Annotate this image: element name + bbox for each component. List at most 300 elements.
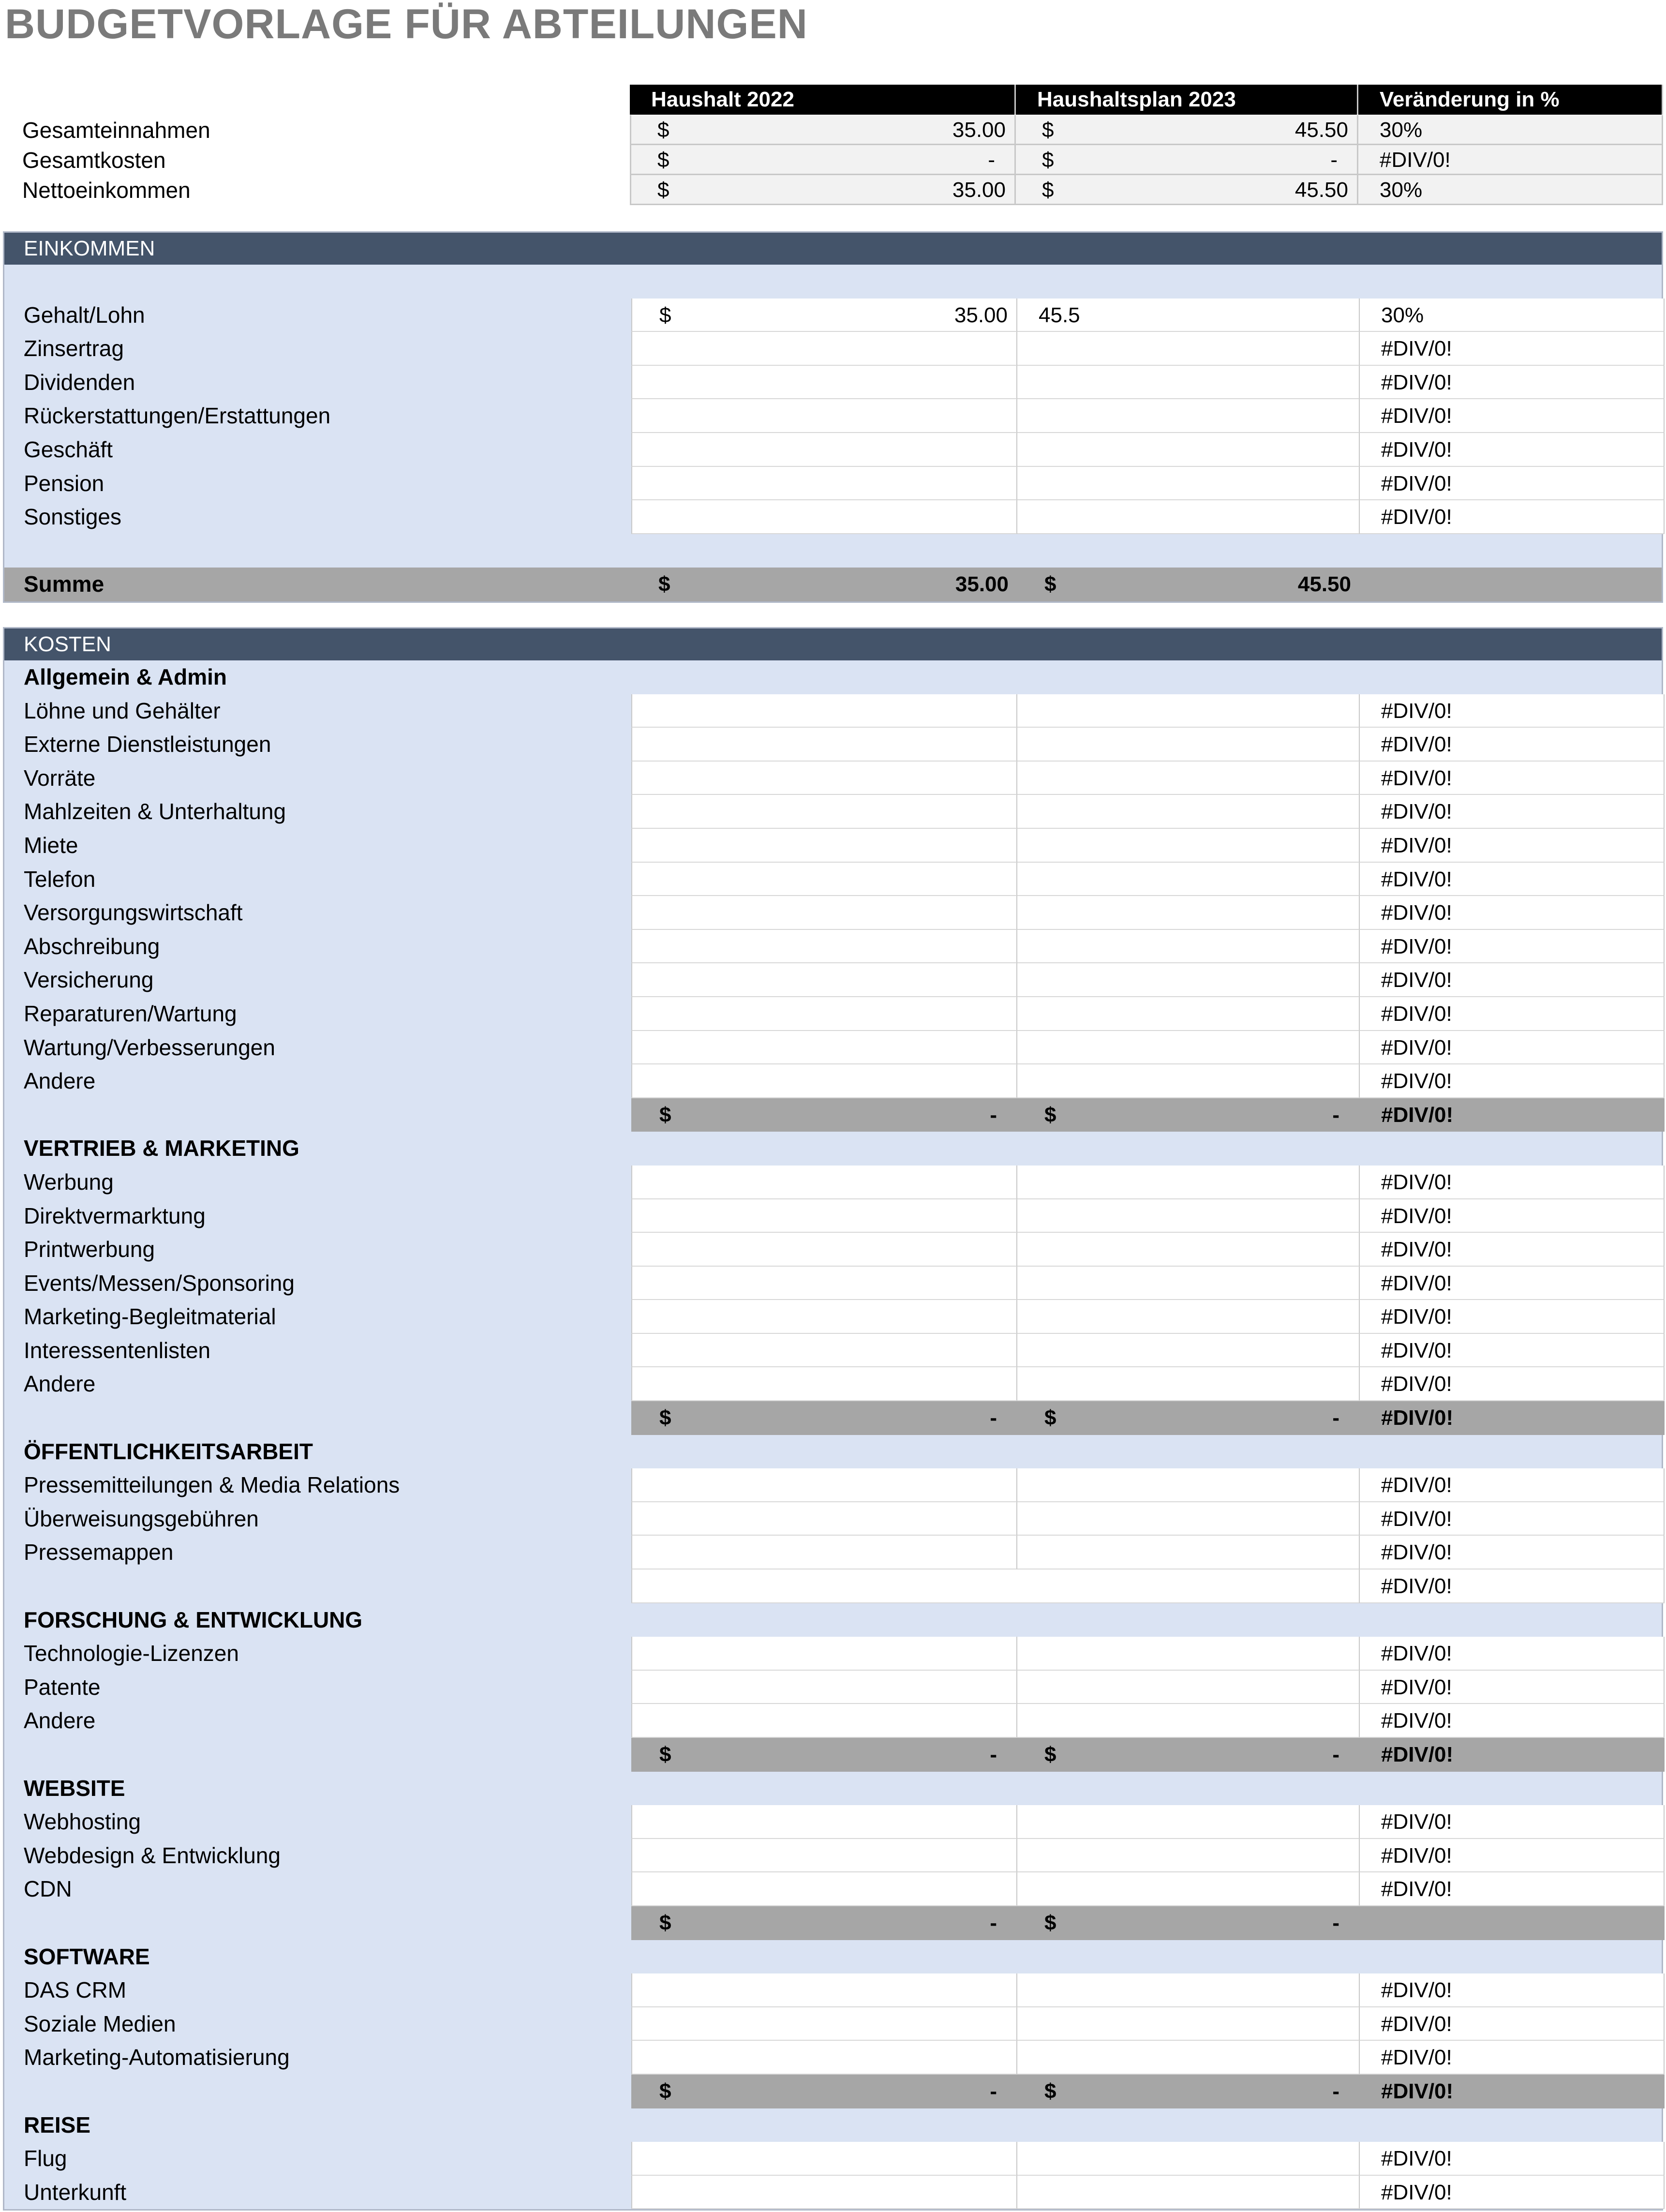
percent-value: #DIV/0! [1381,337,1452,361]
amount: 35.00 [952,118,1006,142]
currency-symbol: $ [1044,2079,1056,2103]
cost-cell-2022[interactable] [631,863,1017,897]
cost-row-label: Versorgungswirtschaft [24,900,243,926]
cost-cell-2023[interactable] [1017,1334,1360,1368]
summary-cell-change[interactable] [1358,175,1663,205]
cost-row [4,997,1662,1031]
cost-cell-2022[interactable] [631,795,1017,829]
amount: - [990,1911,997,1935]
currency-symbol: $ [657,118,669,142]
income-total-2022[interactable] [631,568,1017,601]
cost-row-label: Pressemitteilungen & Media Relations [24,1472,400,1498]
cost-row-label: Andere [24,1371,96,1397]
amount: 45.50 [1294,118,1348,142]
cost-cell-change[interactable] [1360,2007,1665,2041]
percent-value: #DIV/0! [1381,934,1452,958]
cost-row-label: Unterkunft [24,2179,127,2205]
income-cell-2023[interactable] [1017,299,1360,332]
cost-cell-2022[interactable] [631,1872,1017,1906]
cost-row-label: Externe Dienstleistungen [24,732,271,757]
cost-cell-2022[interactable] [631,2142,1017,2176]
cost-cell-change[interactable] [1360,2142,1665,2176]
summary-row-label: Nettoeinkommen [22,178,191,203]
cost-cell-2023[interactable] [1017,1064,1360,1098]
cost-total-2022[interactable] [631,1906,1017,1940]
percent-value: #DIV/0! [1381,1204,1452,1228]
cost-cell-2022[interactable] [631,1300,1017,1334]
costs-header: KOSTEN [4,628,1662,660]
percent-value: #DIV/0! [1381,699,1452,723]
cost-total-2023[interactable] [1017,1738,1360,1772]
page-title: BUDGETVORLAGE FÜR ABTEILUNGEN [5,1,808,47]
cost-cell-2023[interactable] [1017,762,1360,795]
cost-group-title-row [4,1132,1662,1166]
cost-total-2022[interactable] [631,2075,1017,2108]
cost-cell-2023[interactable] [1017,1468,1360,1502]
cost-total-2023[interactable] [1017,1401,1360,1435]
cost-cell-2023[interactable] [1017,2142,1360,2176]
cost-cell-2023[interactable] [1017,1973,1360,2007]
percent-value: #DIV/0! [1381,2046,1452,2070]
cost-cell-2022[interactable] [631,2007,1017,2041]
cost-group-title: WEBSITE [24,1775,125,1801]
amount: 45.50 [1294,178,1348,202]
income-cell-2022[interactable] [631,467,1017,501]
cost-row [4,728,1662,762]
percent-value: 30% [1381,303,1424,327]
cost-cell-change[interactable] [1360,997,1665,1031]
cost-cell-2023[interactable] [1017,1872,1360,1906]
amount: 35.00 [954,303,1008,327]
percent-value: #DIV/0! [1381,1170,1452,1194]
income-cell-2022[interactable] [631,299,1017,332]
cost-cell-2023[interactable] [1017,1267,1360,1300]
cost-row [4,795,1662,829]
amount: 45.50 [1297,572,1351,597]
summary-cell-change[interactable] [1358,145,1663,175]
cost-row-label: Webdesign & Entwicklung [24,1842,281,1868]
income-row-label: Sonstiges [24,504,122,530]
income-total-label: Summe [24,571,104,597]
header-label: Veränderung in % [1380,88,1560,111]
cost-row [4,1064,1662,1098]
cost-cell-change[interactable] [1360,728,1665,762]
percent-value: #DIV/0! [1380,148,1451,172]
currency-symbol: $ [1044,572,1056,597]
income-cell-2022[interactable] [631,332,1017,366]
cost-row-label: Andere [24,1708,96,1734]
percent-value: #DIV/0! [1381,404,1452,428]
cost-cell-2022[interactable] [631,728,1017,762]
cost-cell-2023[interactable] [1017,1233,1360,1267]
cost-cell-change[interactable] [1360,1031,1665,1065]
cost-cell-change[interactable] [1360,1839,1665,1873]
cost-cell-change[interactable] [1360,1300,1665,1334]
cost-cell-2022[interactable] [631,930,1017,964]
cost-cell-2022[interactable] [631,1468,1017,1502]
cost-cell-change[interactable] [1360,1671,1665,1704]
cost-cell-change[interactable] [1360,1199,1665,1233]
income-row-label: Pension [24,470,104,496]
costs-section [3,627,1663,2211]
cost-cell-change[interactable] [1360,1704,1665,1738]
cost-cell-change[interactable] [1360,762,1665,795]
income-cell-change[interactable] [1360,299,1665,332]
percent-value: #DIV/0! [1381,1574,1452,1599]
percent-value: 30% [1380,178,1423,202]
cost-row [4,829,1662,863]
cost-cell-2022[interactable] [631,1839,1017,1873]
cost-cell-2023[interactable] [1017,963,1360,997]
cost-cell-2023[interactable] [1017,694,1360,728]
percent-value: #DIV/0! [1381,732,1452,757]
header-change-pct[interactable] [1358,85,1663,115]
header-label: Haushaltsplan 2023 [1037,88,1236,111]
income-row [4,399,1662,433]
cost-cell-2022[interactable] [631,1031,1017,1065]
cost-cell-2022[interactable] [631,1536,1017,1569]
income-section [3,231,1663,603]
income-row [4,299,1662,332]
cost-row [4,694,1662,728]
cost-row-label: Überweisungsgebühren [24,1506,259,1531]
cost-row-label: Technologie-Lizenzen [24,1641,239,1666]
cost-cell-2023[interactable] [1017,1199,1360,1233]
income-cell-2022[interactable] [631,433,1017,467]
cost-row [4,1536,1662,1569]
cost-row-label: Versicherung [24,967,154,993]
cost-row-label: Pressemappen [24,1539,174,1565]
cost-row-label: Reparaturen/Wartung [24,1001,237,1026]
percent-value: #DIV/0! [1381,2012,1452,2036]
cost-cell-2023[interactable] [1017,2176,1360,2210]
cost-cell-change[interactable] [1360,1872,1665,1906]
cost-cell-change[interactable] [1360,1367,1665,1401]
cost-total-change[interactable] [1360,1401,1665,1435]
income-cell-2023[interactable] [1017,500,1360,534]
cost-cell-2022[interactable] [631,1973,1017,2007]
percent-value: #DIV/0! [1381,1810,1452,1834]
percent-value: #DIV/0! [1381,1372,1452,1396]
cost-cell-2022[interactable] [631,1502,1017,1536]
percent-value: #DIV/0! [1381,1978,1452,2003]
cost-row [4,1805,1662,1839]
cost-total-2023[interactable] [1017,1098,1360,1132]
cost-cell-change[interactable] [1360,1973,1665,2007]
cost-total-change[interactable] [1360,1738,1665,1772]
income-total-2023[interactable] [1017,568,1360,601]
currency-symbol: $ [659,1406,671,1430]
cost-cell-2022[interactable] [631,829,1017,863]
cost-cell-change[interactable] [1360,2176,1665,2210]
summary-cell-change[interactable] [1358,115,1663,145]
income-cell-2022[interactable] [631,399,1017,433]
cost-cell-2022[interactable] [631,1671,1017,1704]
income-cell-change[interactable] [1360,500,1665,534]
cost-cell-2022[interactable] [631,1199,1017,1233]
cost-row [4,2007,1662,2041]
summary-cell-2022[interactable] [630,175,1016,205]
summary-cell-2023[interactable] [1016,175,1358,205]
cost-cell-change[interactable] [1360,1267,1665,1300]
cost-cell-change[interactable] [1360,1805,1665,1839]
income-cell-change[interactable] [1360,399,1665,433]
summary-row-label: Gesamteinnahmen [22,118,210,143]
cost-cell-2023[interactable] [1017,896,1360,930]
cost-cell-change[interactable] [1360,1637,1665,1671]
summary-cell-2023[interactable] [1016,145,1358,175]
income-cell-change[interactable] [1360,433,1665,467]
cost-row-label: Printwerbung [24,1237,155,1262]
currency-symbol: $ [659,1743,671,1766]
cost-cell-2023[interactable] [1017,1166,1360,1199]
cost-total-change[interactable] [1360,1906,1665,1940]
cost-row [4,1468,1662,1502]
cost-cell-2023[interactable] [1017,1367,1360,1401]
cost-group-title-row [4,1772,1662,1806]
summary-row [0,115,1666,145]
currency-symbol: $ [657,148,669,172]
percent-value: #DIV/0! [1381,1035,1452,1060]
cost-row-label: Mahlzeiten & Unterhaltung [24,799,286,824]
cost-cell-2022[interactable] [631,762,1017,795]
income-cell-2023[interactable] [1017,467,1360,501]
cost-cell-2023[interactable] [1017,997,1360,1031]
cost-row-label: Soziale Medien [24,2011,176,2036]
cost-cell-2022[interactable] [631,1704,1017,1738]
cost-cell-2022[interactable] [631,963,1017,997]
cost-cell-2023[interactable] [1017,2041,1360,2075]
percent-value: #DIV/0! [1381,505,1452,529]
cost-row [4,2041,1662,2075]
cost-group-title-row [4,1940,1662,1974]
income-row-label: Gehalt/Lohn [24,302,145,328]
cost-cell-change[interactable] [1360,2041,1665,2075]
cost-cell-change[interactable] [1360,863,1665,897]
cost-total-change[interactable] [1360,2075,1665,2108]
currency-symbol: $ [1044,1743,1056,1766]
cost-total-2022[interactable] [631,1738,1017,1772]
amount: - [990,1103,997,1127]
cost-cell-2022[interactable] [631,1166,1017,1199]
income-row [4,332,1662,366]
currency-symbol: $ [659,1911,671,1935]
cost-row-label: Direktvermarktung [24,1203,206,1228]
amount: 35.00 [955,572,1009,597]
cost-cell-change[interactable] [1360,1233,1665,1267]
cost-cell-change[interactable] [1360,930,1665,964]
income-cell-2023[interactable] [1017,332,1360,366]
percent-value: #DIV/0! [1381,1238,1452,1262]
cost-cell-2022[interactable] [631,1064,1017,1098]
cost-total-2023[interactable] [1017,2075,1360,2108]
currency-symbol: $ [1042,118,1054,142]
percent-value: #DIV/0! [1381,1473,1452,1497]
percent-value: #DIV/0! [1381,800,1452,824]
cost-group-total-row [4,1098,1662,1132]
summary-cell-2022[interactable] [630,115,1016,145]
income-row-label: Rückerstattungen/Erstattungen [24,403,331,429]
cost-cell-change[interactable] [1360,1334,1665,1368]
cost-cell-2022[interactable] [631,1805,1017,1839]
percent-value: #DIV/0! [1381,1338,1452,1362]
cost-cell-2022[interactable] [631,1367,1017,1401]
income-cell-2023[interactable] [1017,399,1360,433]
cost-total-change[interactable] [1360,1098,1665,1132]
percent-value: #DIV/0! [1381,1069,1452,1093]
cost-row [4,1031,1662,1065]
income-cell-change[interactable] [1360,366,1665,400]
cost-row-label: Events/Messen/Sponsoring [24,1270,295,1296]
currency-symbol: $ [659,1103,671,1127]
spacer-row [4,534,1662,568]
header-budget-2022[interactable] [630,85,1016,115]
cost-row [4,762,1662,795]
percent-value: #DIV/0! [1381,1743,1454,1766]
percent-value: #DIV/0! [1381,2180,1452,2204]
cost-row-label: Abschreibung [24,933,160,959]
currency-symbol: $ [1044,1911,1056,1935]
cost-cell-2023[interactable] [1017,1536,1360,1569]
cost-group-total-row [4,1906,1662,1940]
percent-value: #DIV/0! [1381,1103,1454,1127]
currency-symbol: $ [1042,178,1054,202]
cost-row [4,1367,1662,1401]
header-label: Haushalt 2022 [651,88,794,111]
amount: - [990,1743,997,1766]
cost-cell-change[interactable] [1360,896,1665,930]
cost-cell-2023[interactable] [1017,1637,1360,1671]
cost-cell-2022[interactable] [631,694,1017,728]
cost-cell-2022[interactable] [631,997,1017,1031]
cost-cell-2022[interactable] [631,896,1017,930]
cost-total-change[interactable] [1360,1569,1665,1603]
cost-cell-2022[interactable] [631,1334,1017,1368]
amount: - [1332,1743,1339,1766]
percent-value: #DIV/0! [1381,766,1452,790]
amount: 35.00 [952,178,1006,202]
income-row [4,433,1662,467]
amount: - [990,2079,997,2103]
cost-row [4,963,1662,997]
cost-cell-2022[interactable] [631,2041,1017,2075]
cost-group-title: REISE [24,2112,91,2137]
percent-value: #DIV/0! [1381,437,1452,462]
percent-value: #DIV/0! [1381,1305,1452,1329]
summary-row-label: Gesamtkosten [22,148,166,173]
summary-row [0,145,1666,175]
cost-cell-2023[interactable] [1017,1300,1360,1334]
header-plan-2023[interactable] [1016,85,1358,115]
cost-cell-change[interactable] [1360,694,1665,728]
cost-row-label: Webhosting [24,1809,141,1835]
cost-cell-change[interactable] [1360,1166,1665,1199]
cost-cell-change[interactable] [1360,1468,1665,1502]
cost-cell-2022[interactable] [631,1233,1017,1267]
cost-group-title: Allgemein & Admin [24,664,227,689]
cost-cell-2023[interactable] [1017,930,1360,964]
cost-cell-2023[interactable] [1017,1502,1360,1536]
income-row [4,467,1662,501]
cost-cell-change[interactable] [1360,1502,1665,1536]
cost-group-title-row [4,1603,1662,1637]
cost-group-total-row [4,2075,1662,2108]
cost-row-label: Werbung [24,1169,114,1195]
cost-cell-2023[interactable] [1017,795,1360,829]
cost-row-label: Vorräte [24,765,96,791]
cost-total-2022[interactable] [631,1098,1017,1132]
summary-row [0,175,1666,205]
cost-group-title: SOFTWARE [24,1943,150,1969]
cost-cell-2022[interactable] [631,1637,1017,1671]
cost-cell-2023[interactable] [1017,863,1360,897]
cost-row [4,2176,1662,2210]
income-cell-2022[interactable] [631,366,1017,400]
income-cell-2023[interactable] [1017,366,1360,400]
cost-cell-change[interactable] [1360,963,1665,997]
currency-symbol: $ [657,178,669,202]
currency-symbol: $ [1042,148,1054,172]
cost-cell-2022[interactable] [631,1267,1017,1300]
currency-symbol: $ [1044,1406,1056,1430]
cost-cell-2023[interactable] [1017,829,1360,863]
cost-group-title-row [4,660,1662,694]
cost-cell-change[interactable] [1360,829,1665,863]
cost-row [4,1267,1662,1300]
income-cell-change[interactable] [1360,467,1665,501]
amount: 45.5 [1039,303,1080,327]
cost-cell-change[interactable] [1360,1536,1665,1569]
amount: - [1332,1911,1339,1935]
percent-value: #DIV/0! [1381,1406,1454,1430]
cost-cell-2023[interactable] [1017,1671,1360,1704]
summary-cell-2023[interactable] [1016,115,1358,145]
cost-row [4,1872,1662,1906]
cost-row [4,1502,1662,1536]
cost-row-label: DAS CRM [24,1977,127,2003]
cost-row-label: Marketing-Automatisierung [24,2045,290,2070]
income-cell-2023[interactable] [1017,433,1360,467]
cost-cell-2023[interactable] [1017,1805,1360,1839]
cost-cell-2022[interactable] [631,2176,1017,2210]
cost-cell-2023[interactable] [1017,1031,1360,1065]
cost-row [4,1334,1662,1368]
cost-row [4,1973,1662,2007]
summary-cell-2022[interactable] [630,145,1016,175]
cost-total-2023[interactable] [1017,1906,1360,1940]
income-cell-change[interactable] [1360,332,1665,366]
cost-cell-2023[interactable] [1017,728,1360,762]
cost-cell-2023[interactable] [1017,1839,1360,1873]
cost-row [4,930,1662,964]
cost-cell-2023[interactable] [1017,1704,1360,1738]
cost-cell-2023[interactable] [1017,2007,1360,2041]
cost-total-merged[interactable] [631,1569,1360,1603]
summary-table [0,85,1666,205]
income-cell-2022[interactable] [631,500,1017,534]
cost-total-2022[interactable] [631,1401,1017,1435]
cost-cell-change[interactable] [1360,1064,1665,1098]
percent-value: #DIV/0! [1381,370,1452,394]
percent-value: #DIV/0! [1381,968,1452,992]
cost-cell-change[interactable] [1360,795,1665,829]
cost-row [4,1671,1662,1704]
income-total-row [4,568,1662,601]
percent-value: #DIV/0! [1381,1675,1452,1699]
cost-row [4,1637,1662,1671]
cost-group-title: ÖFFENTLICHKEITSARBEIT [24,1438,313,1464]
cost-row-label: CDN [24,1876,72,1902]
